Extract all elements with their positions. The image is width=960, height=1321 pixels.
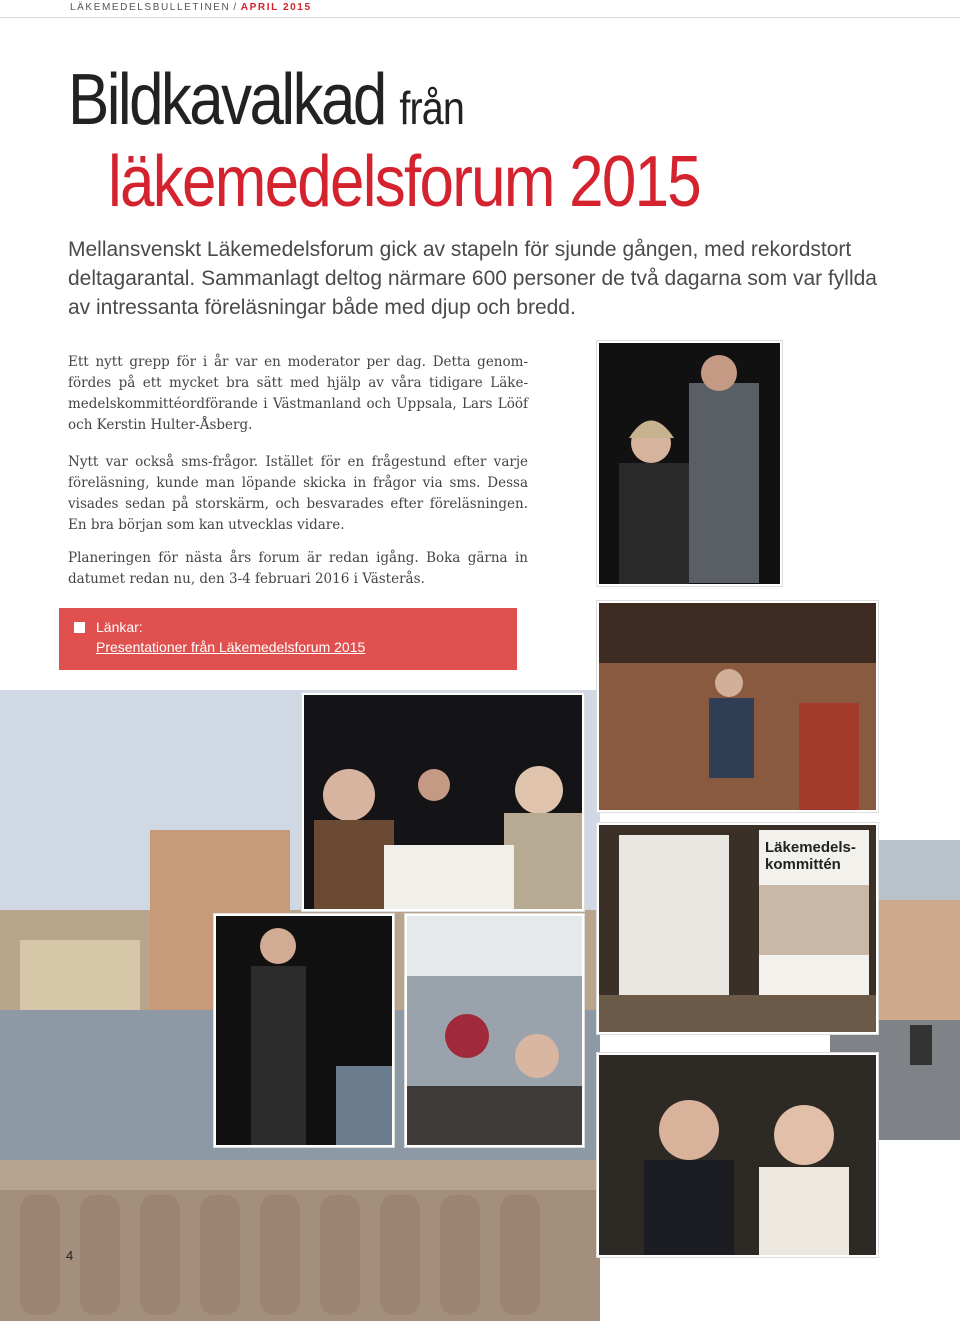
body-paragraph-planning: Planeringen för nästa års forum är redan igång. Boka gärna in datumet redan nu, den 3-4 februari 2016 i Västerås. — [68, 550, 528, 587]
title-small: från — [399, 82, 465, 134]
square-bullet-icon — [74, 622, 85, 633]
photo-auditorium — [597, 601, 878, 812]
publication-name: LÄKEMEDELSBULLETINEN — [70, 2, 231, 13]
photo-speakers — [597, 341, 782, 586]
photo-bus-passengers — [405, 914, 584, 1147]
header-divider — [0, 17, 960, 18]
body-paragraph-moderator: Ett nytt grepp för i år var en moderator per dag. Detta genomfördes på ett mycket bra sätt med hjälp av våra tidigare Läkemedelskommittéordförande i Västmanland och Uppsala, Lars Lööf och Kerstin Hulter-Åsberg. — [68, 354, 528, 433]
photo-dinner — [302, 693, 584, 911]
article-title-line1 — [68, 60, 464, 148]
running-header — [0, 0, 960, 18]
photo-booth — [597, 823, 878, 1034]
photo-couple — [597, 1053, 878, 1257]
article-title-line2: läkemedelsforum 2015 — [108, 142, 701, 222]
publication-line — [70, 2, 312, 13]
poster-title-line2: kommittén — [765, 856, 841, 873]
header-separator: / — [233, 2, 238, 13]
poster-title — [765, 839, 865, 873]
poster-title-line1: Läkemedels- — [765, 839, 856, 856]
presentations-link[interactable]: Presentationer från Läkemedelsforum 2015 — [96, 639, 366, 655]
photo-speaker-stage — [214, 914, 394, 1147]
links-box — [59, 608, 517, 670]
issue-date: APRIL 2015 — [240, 2, 312, 13]
links-label: Länkar: — [96, 619, 143, 635]
page-number: 4 — [66, 1248, 74, 1263]
lead-paragraph: Mellansvenskt Läkemedelsforum gick av stapeln för sjunde gången, med rekordstort deltagarantal. Sammanlagt deltog närmare 600 personer de två dagarna som var fyllda av intressanta föreläsningar både med djup och bredd. — [68, 238, 877, 319]
title-main: Bildkavalkad — [68, 60, 385, 140]
body-paragraph-sms: Nytt var också sms-frågor. Istället för en frågestund efter varje föreläsning, kunde man löpande skicka in frågor via sms. Dessa visades sedan på storskärm, och besvarades efter föreläsningen. En bra början som kan utvecklas vidare. — [68, 454, 528, 533]
